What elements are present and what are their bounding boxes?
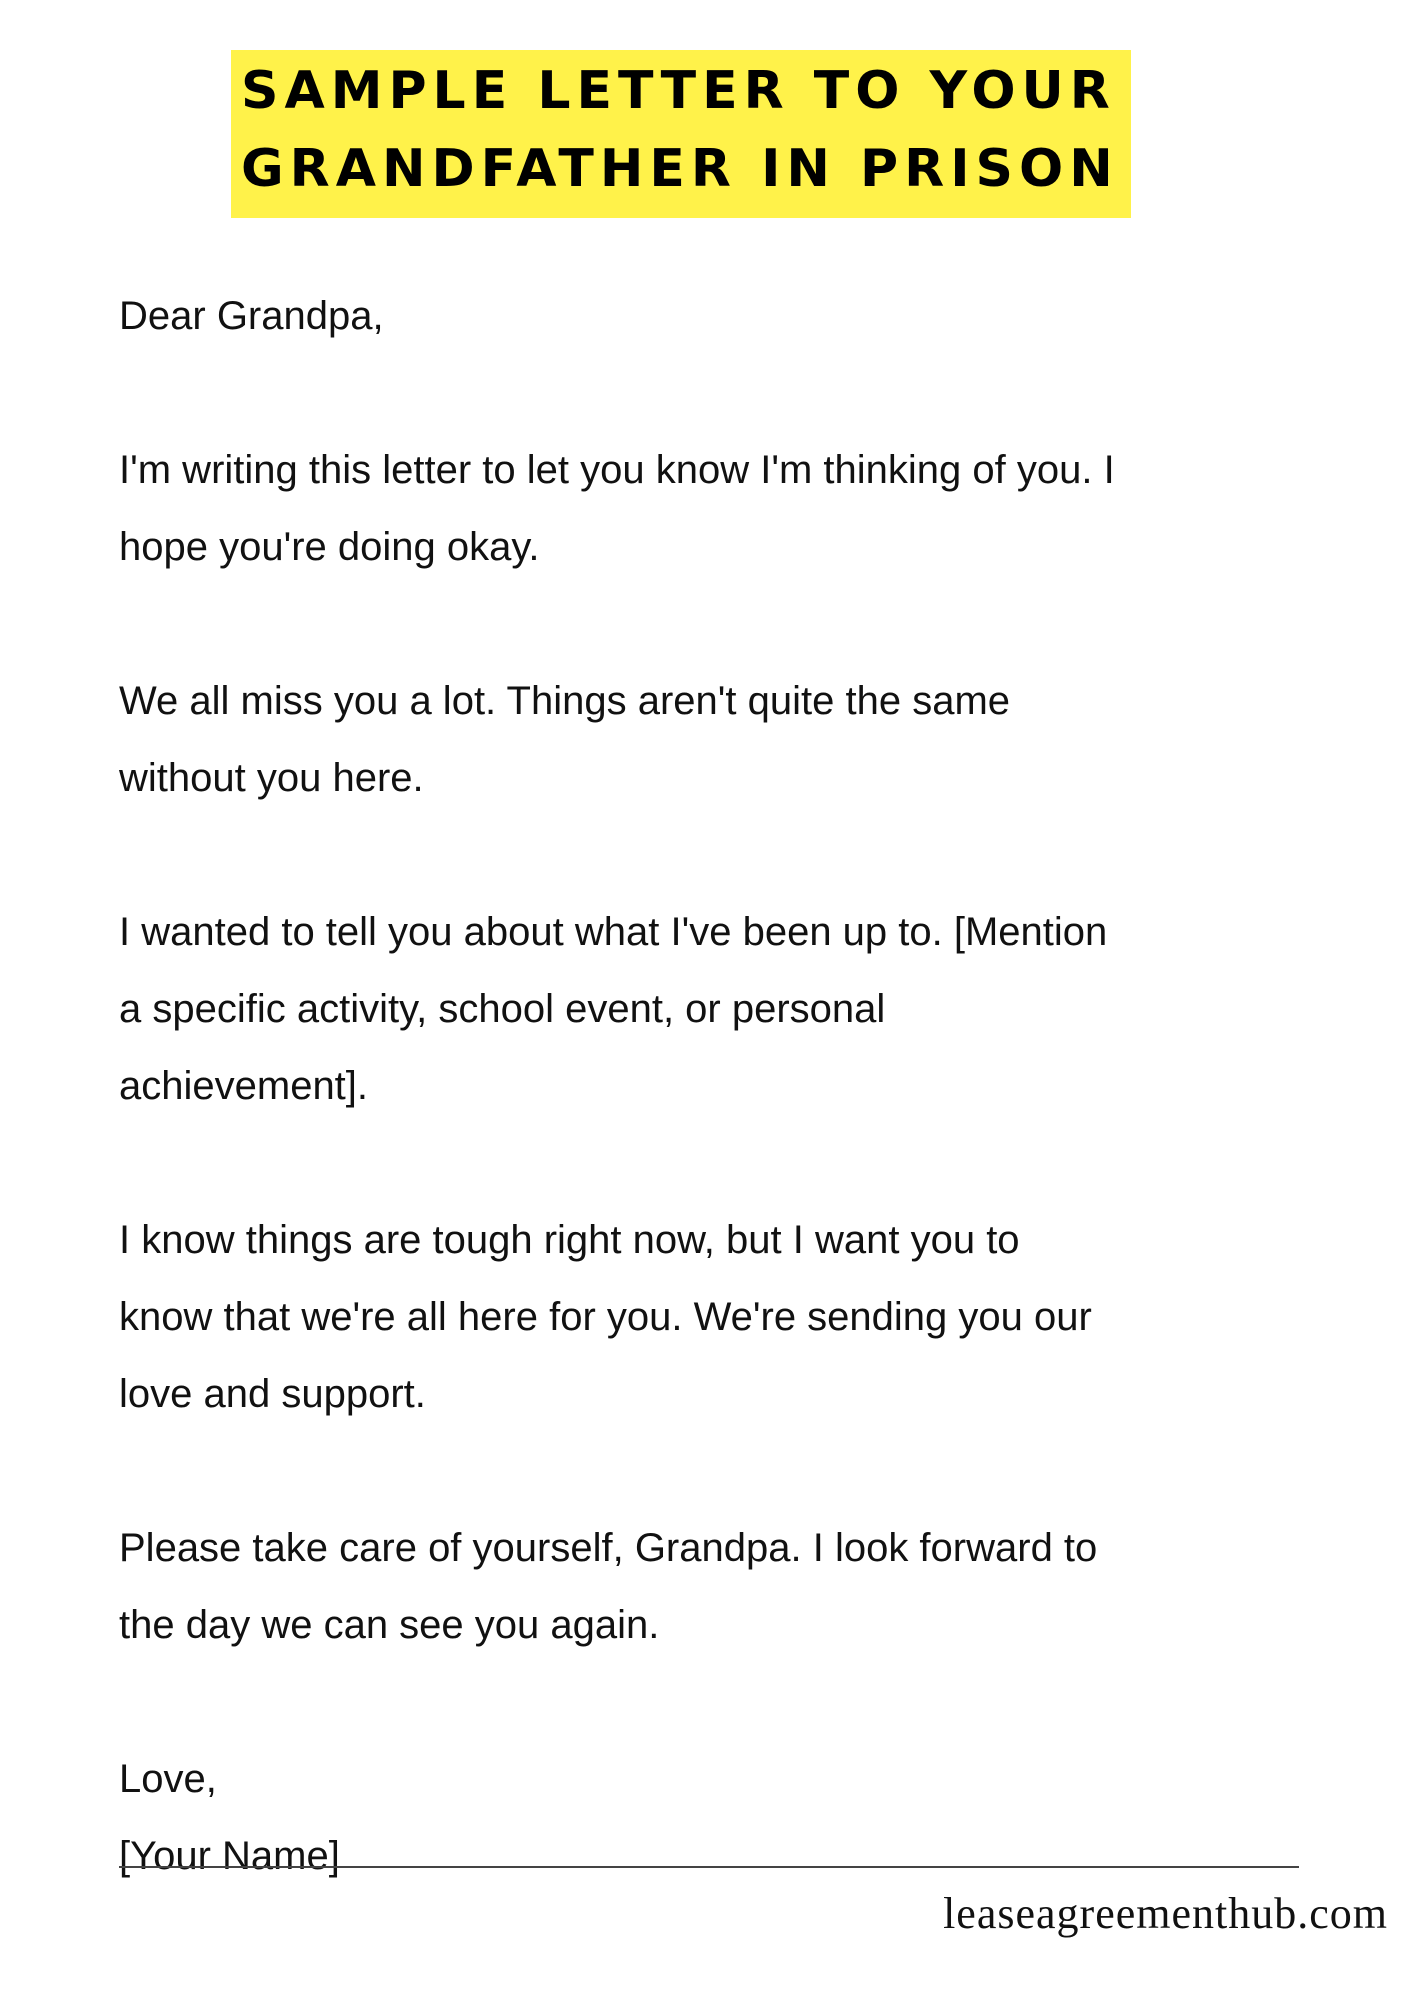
paragraph-1-line-1: I'm writing this letter to let you know I'm thinking of you. I [119, 448, 1115, 492]
closing: Love, [119, 1757, 217, 1801]
signature-placeholder: [Your Name] [119, 1834, 340, 1878]
paragraph-gap [119, 1125, 1369, 1202]
paragraph-gap [119, 817, 1369, 894]
salutation: Dear Grandpa, [119, 294, 384, 338]
title-highlight [231, 50, 1131, 218]
paragraph-4-line-1: I know things are tough right now, but I want you to [119, 1218, 1020, 1262]
website-watermark: leaseagreementhub.com [943, 1889, 1388, 1938]
paragraph-3-line-3: achievement]. [119, 1064, 369, 1108]
paragraph-4-line-3: love and support. [119, 1372, 426, 1416]
paragraph-4-line-2: know that we're all here for you. We're sending you our [119, 1295, 1092, 1339]
paragraph-gap [119, 586, 1369, 663]
paragraph-5-line-1: Please take care of yourself, Grandpa. I look forward to [119, 1526, 1098, 1570]
paragraph-gap [119, 1433, 1369, 1510]
paragraph-gap [119, 355, 1369, 432]
title-line-1: SAMPLE LETTER TO YOUR [241, 61, 1116, 121]
paragraph-5-line-2: the day we can see you again. [119, 1603, 660, 1647]
letter-body [119, 278, 1369, 1895]
signature-line [119, 1866, 1299, 1868]
title-line-2: GRANDFATHER IN PRISON [241, 139, 1119, 199]
paragraph-2-line-1: We all miss you a lot. Things aren't quite the same [119, 679, 1011, 723]
paragraph-3-line-2: a specific activity, school event, or personal [119, 987, 886, 1031]
paragraph-3-line-1: I wanted to tell you about what I've been up to. [Mention [119, 910, 1108, 954]
paragraph-1-line-2: hope you're doing okay. [119, 525, 540, 569]
paragraph-gap [119, 1664, 1369, 1741]
paragraph-2-line-2: without you here. [119, 756, 424, 800]
